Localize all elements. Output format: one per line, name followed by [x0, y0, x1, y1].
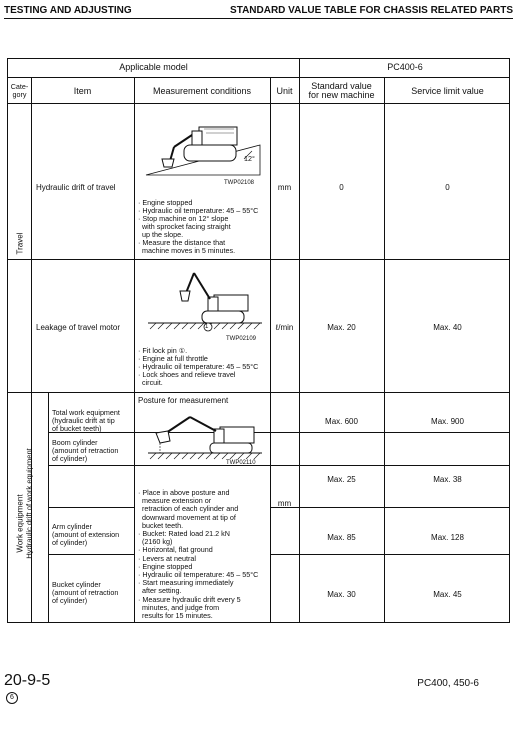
condition-line: downward movement at tip of	[138, 512, 236, 522]
figure-code-02108: TWP02108	[224, 180, 255, 186]
condition-line: · Place in above posture and	[138, 488, 230, 497]
condition-line: · Fit lock pin ①.	[138, 346, 188, 355]
condition-line: minutes, and judge from	[138, 602, 220, 612]
footer-model: PC400, 450-6	[417, 678, 479, 689]
condition-line: · Engine stopped	[138, 561, 193, 571]
callout-1: 1	[205, 324, 209, 330]
condition-line: measure extension or	[138, 496, 212, 506]
limit-total-work: Max. 900	[431, 417, 464, 426]
posture-excavator-figure	[144, 405, 266, 467]
limit-bucket: Max. 45	[433, 590, 462, 599]
standard-boom: Max. 25	[327, 475, 356, 484]
condition-line: (2160 kg)	[138, 537, 173, 547]
condition-line: · Bucket: Rated load 21.2 kN	[138, 529, 230, 539]
condition-line: · Measure the distance that	[138, 238, 226, 247]
condition-line: · Hydraulic oil temperature: 45 – 55°C	[138, 570, 259, 580]
limit-travel-drift: 0	[445, 183, 450, 192]
conditions-travel-drift	[138, 199, 258, 255]
category-work-equipment: Work equipment	[15, 494, 25, 553]
slope-angle-label: 12°	[244, 154, 255, 163]
col-limit: Service limit value	[411, 86, 484, 96]
condition-line: · Lock shoes and relieve travel	[138, 370, 236, 379]
condition-line: circuit.	[138, 378, 163, 387]
conditions-travel-leakage	[138, 347, 258, 387]
limit-boom: Max. 38	[433, 475, 462, 484]
section-title: TESTING AND ADJUSTING	[4, 5, 132, 16]
col-standard: Standard value for new machine	[308, 81, 375, 100]
limit-arm: Max. 128	[431, 533, 464, 542]
condition-line: bucket teeth.	[138, 520, 184, 530]
limit-travel-leakage: Max. 40	[433, 323, 462, 332]
figure-code-02110: TWP02110	[226, 460, 256, 466]
condition-line: up the slope.	[138, 230, 184, 239]
standard-travel-leakage: Max. 20	[327, 323, 356, 332]
condition-line: retraction of each cylinder and	[138, 504, 239, 514]
condition-line: · Hydraulic oil temperature: 45 – 55°C	[138, 206, 259, 215]
condition-line: · Measure hydraulic drift every 5	[138, 594, 241, 604]
figure-code-02109: TWP02109	[226, 336, 257, 342]
item-bucket-cylinder: Bucket cylinder (amount of retraction of cylinder)	[52, 580, 119, 605]
col-item: Item	[73, 86, 92, 96]
condition-line: results for 15 minutes.	[138, 611, 213, 621]
condition-line: · Levers at neutral	[138, 553, 196, 563]
page-number: 20-9-5	[4, 672, 51, 689]
col-category: Cate- gory	[10, 82, 29, 99]
standard-travel-drift: 0	[339, 183, 344, 192]
table-title: STANDARD VALUE TABLE FOR CHASSIS RELATED PARTS	[230, 5, 513, 16]
applicable-model-label: Applicable model	[119, 62, 188, 72]
posture-label: Posture for measurement	[138, 396, 229, 405]
condition-line: · Horizontal, flat ground	[138, 545, 213, 555]
standard-total-work: Max. 600	[325, 417, 358, 426]
condition-line: with sprocket facing straight	[138, 222, 231, 231]
revision-circle: 6	[6, 692, 18, 704]
page-header	[4, 5, 513, 19]
condition-line: · Hydraulic oil temperature: 45 – 55°C	[138, 362, 259, 371]
condition-line: · Engine stopped	[138, 198, 193, 207]
category-travel: Travel	[15, 232, 25, 255]
condition-line: machine moves in 5 minutes.	[138, 246, 236, 255]
standard-arm: Max. 85	[327, 533, 356, 542]
condition-line: · Start measuring immediately	[138, 578, 234, 588]
item-travel-leakage: Leakage of travel motor	[36, 323, 121, 332]
item-travel-drift: Hydraulic drift of travel	[36, 183, 116, 192]
item-total-work-equipment: Total work equipment (hydraulic drift at tip of bucket teeth)	[52, 408, 120, 433]
unit-travel-leakage: ℓ/min	[275, 323, 294, 332]
standard-value-table	[7, 58, 510, 623]
condition-line: · Stop machine on 12° slope	[138, 214, 229, 223]
col-unit: Unit	[276, 86, 293, 96]
unit-travel-drift: mm	[277, 183, 292, 192]
header-rule	[4, 18, 513, 19]
standard-bucket: Max. 30	[327, 590, 356, 599]
model-name: PC400-6	[387, 62, 423, 72]
col-conditions: Measurement conditions	[152, 86, 252, 96]
slope-excavator-figure	[144, 115, 264, 189]
conditions-work-drift	[138, 489, 258, 620]
condition-line: after setting.	[138, 586, 182, 596]
item-arm-cylinder: Arm cylinder (amount of extension of cylinder)	[52, 522, 120, 547]
item-boom-cylinder: Boom cylinder (amount of retraction of cylinder)	[52, 438, 119, 463]
condition-line: · Engine at full throttle	[138, 354, 208, 363]
unit-work-drift: mm	[277, 499, 292, 508]
subcategory-work-drift: Hydraulic drift of work equipment	[24, 448, 34, 559]
